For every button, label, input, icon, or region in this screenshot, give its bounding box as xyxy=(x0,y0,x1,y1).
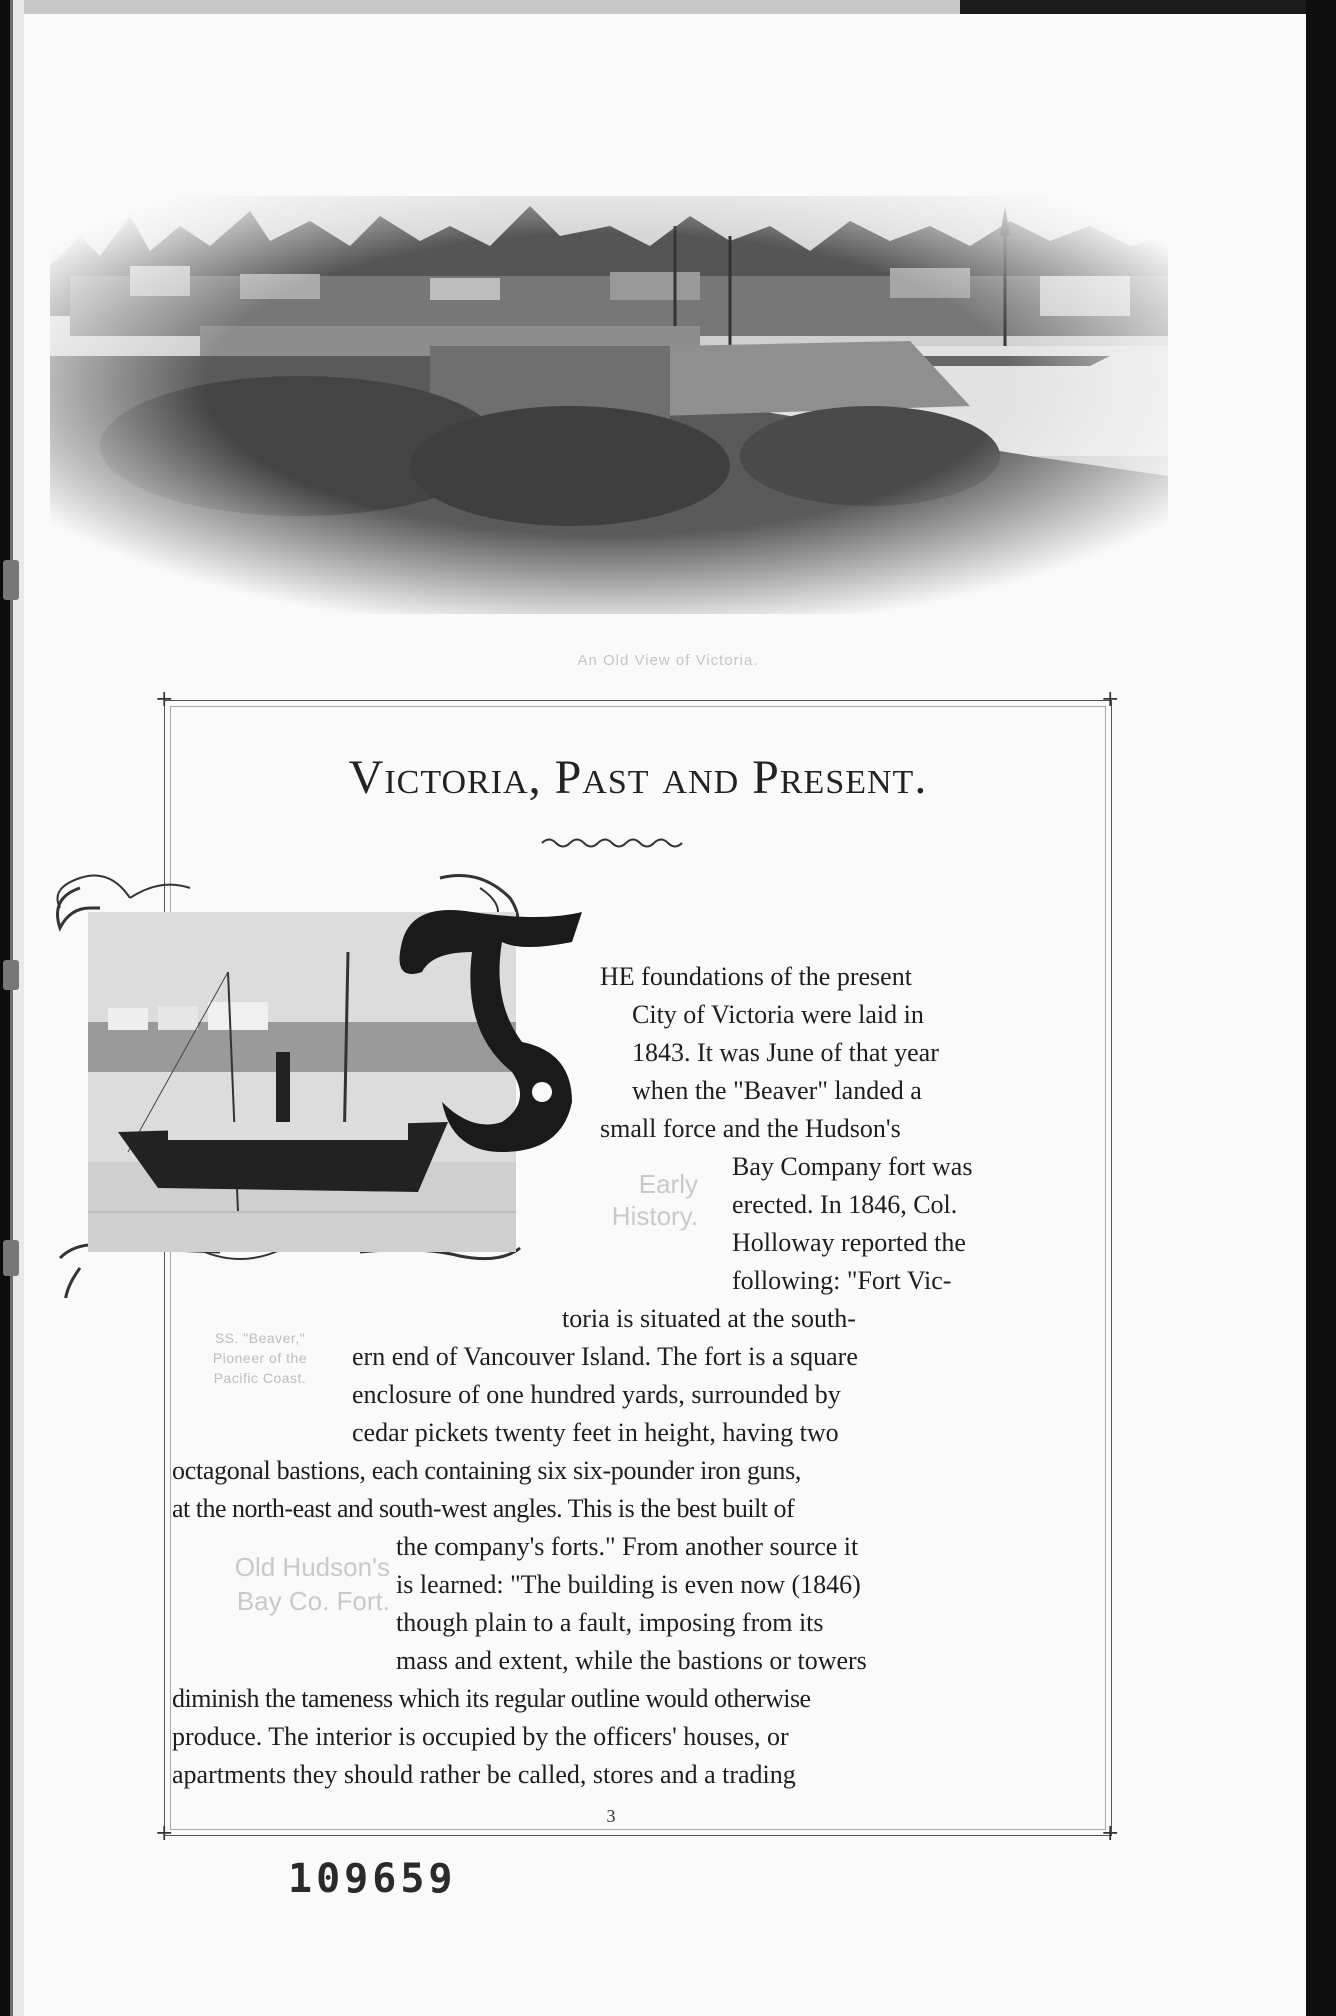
page-right-edge xyxy=(1306,0,1336,2016)
corner-ornament-icon: + xyxy=(155,687,174,712)
body-text-line: diminish the tameness which its regular outline would otherwise xyxy=(172,1684,811,1713)
body-text-line: enclosure of one hundred yards, surrounded by xyxy=(352,1380,841,1409)
body-text-line: small force and the Hudson's xyxy=(600,1114,901,1143)
page-number: 3 xyxy=(606,1806,616,1826)
body-text-line: Bay Company fort was xyxy=(732,1152,973,1181)
body-text-line: following: "Fort Vic- xyxy=(732,1266,952,1295)
corner-ornament-icon: + xyxy=(1101,1821,1120,1846)
ship-caption-line: Pioneer of the xyxy=(212,1350,308,1366)
page-title: Victoria, Past and Present. xyxy=(348,751,928,804)
body-text-line: toria is situated at the south- xyxy=(562,1304,856,1333)
body-text-line: produce. The interior is occupied by the officers' houses, or xyxy=(172,1722,789,1751)
corner-ornament-icon: + xyxy=(155,1821,174,1846)
margin-note-line: Early xyxy=(638,1169,698,1199)
page-top-edge xyxy=(24,0,960,14)
margin-note-early-history xyxy=(580,1168,698,1232)
body-text-line: erected. In 1846, Col. xyxy=(732,1190,958,1219)
old-view-photo xyxy=(50,196,1168,614)
body-text-line: is learned: "The building is even now (1846) xyxy=(396,1570,861,1599)
corner-ornament-icon: + xyxy=(1101,687,1120,712)
ship-caption-line: Pacific Coast. xyxy=(213,1370,307,1386)
body-text-line: when the "Beaver" landed a xyxy=(632,1076,922,1105)
margin-note-line: Old Hudson's xyxy=(234,1552,390,1582)
body-text-line: apartments they should rather be called, stores and a trading xyxy=(172,1760,796,1789)
body-text-line: HE foundations of the present xyxy=(600,962,912,991)
body-text-line: ern end of Vancouver Island. The fort is a square xyxy=(352,1342,858,1371)
margin-note-line: Bay Co. Fort. xyxy=(236,1586,390,1616)
margin-note-old-fort xyxy=(180,1550,390,1618)
body-text-line: though plain to a fault, imposing from its xyxy=(396,1608,824,1637)
body-text-line: mass and extent, while the bastions or towers xyxy=(396,1646,867,1675)
body-text-line: Holloway reported the xyxy=(732,1228,966,1257)
body-text-line: at the north-east and south-west angles. This is the best built of xyxy=(172,1494,795,1523)
binding-mark xyxy=(3,560,19,600)
binding-mark xyxy=(3,1240,19,1276)
binding-mark xyxy=(3,960,19,990)
ship-photo-caption xyxy=(180,1328,340,1388)
body-text-line: cedar pickets twenty feet in height, having two xyxy=(352,1418,839,1447)
drop-cap-t-icon xyxy=(392,902,592,1162)
accession-stamp: 109659 xyxy=(288,1856,457,1902)
body-text-line: 1843. It was June of that year xyxy=(632,1038,939,1067)
binding-edge xyxy=(0,0,24,2016)
body-text-line: City of Victoria were laid in xyxy=(632,1000,924,1029)
margin-note-line: History. xyxy=(611,1201,698,1231)
body-text-line: octagonal bastions, each containing six six-pounder iron guns, xyxy=(172,1456,802,1485)
body-text-line: the company's forts." From another source it xyxy=(396,1532,859,1561)
title-flourish xyxy=(540,836,690,850)
ship-caption-line: SS. "Beaver," xyxy=(214,1330,306,1346)
top-photo-caption: An Old View of Victoria. xyxy=(577,652,759,669)
